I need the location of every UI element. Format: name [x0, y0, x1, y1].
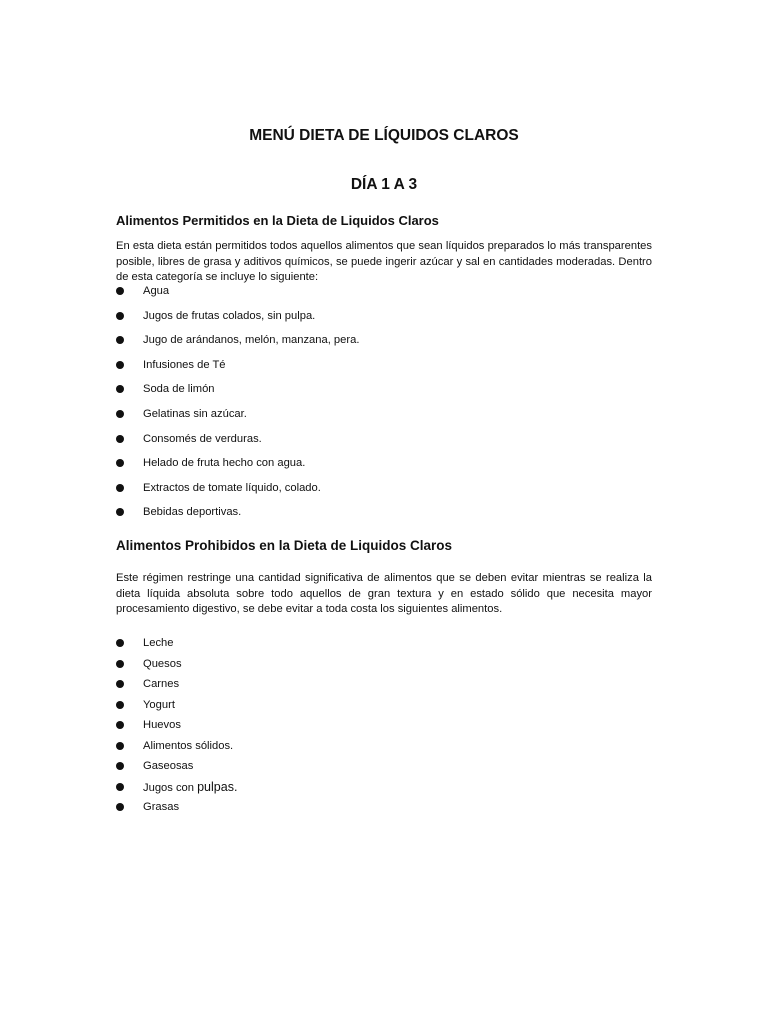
list-item-text: Grasas: [143, 801, 180, 813]
bullet-icon: [116, 762, 124, 770]
bullet-icon: [116, 660, 124, 668]
section-allowed-heading: Alimentos Permitidos en la Dieta de Liquidos Claros: [116, 213, 439, 228]
document-title: MENÚ DIETA DE LÍQUIDOS CLAROS: [249, 127, 519, 144]
bullet-icon: [116, 742, 124, 750]
list-item-text: Agua: [143, 285, 170, 297]
list-item-text: Jugo de arándanos, melón, manzana, pera.: [143, 334, 360, 347]
bullet-icon: [116, 385, 124, 393]
bullet-icon: [116, 312, 124, 320]
bullet-icon: [116, 803, 124, 811]
bullet-icon: [116, 639, 124, 647]
list-item-text: Gaseosas: [143, 760, 194, 772]
bullet-icon: [116, 783, 124, 791]
section-forbidden-paragraph: Este régimen restringe una cantidad significativa de alimentos que se deben evitar mientras se realiza la dieta líquida absoluta sobre todo aquellos de gran textura y en estado sólido que necesita mayor procesamiento digestivo, se debe evitar a toda costa los siguientes alimentos.: [116, 572, 652, 615]
section-allowed-paragraph: En esta dieta están permitidos todos aquellos alimentos que sean líquidos preparados lo más transparentes posible, libres de grasa y aditivos químicos, se puede ingerir azúcar y sal en cantidades moderadas. Dentro de esta categoría se incluye lo siguiente:: [116, 240, 652, 283]
bullet-icon: [116, 459, 124, 467]
list-item-text: Alimentos sólidos.: [143, 739, 234, 752]
section-forbidden-heading: Alimentos Prohibidos en la Dieta de Liquidos Claros: [116, 538, 453, 553]
list-item-text: Infusiones de Té: [143, 358, 226, 371]
bullet-icon: [116, 410, 124, 418]
list-item-text-main: Jugos con: [143, 781, 194, 794]
list-item-text: Leche: [143, 637, 174, 649]
document-subtitle: DÍA 1 A 3: [350, 176, 418, 193]
bullet-icon: [116, 361, 124, 369]
list-item-text: [143, 780, 237, 796]
list-item-text: Soda de limón: [143, 383, 215, 396]
list-item-text: Carnes: [143, 678, 180, 690]
list-item-text: Quesos: [143, 657, 182, 670]
bullet-icon: [116, 484, 124, 492]
bullet-icon: [116, 336, 124, 344]
bullet-icon: [116, 701, 124, 709]
bullet-icon: [116, 721, 124, 729]
bullet-icon: [116, 287, 124, 295]
list-item-text: Huevos: [143, 719, 181, 731]
list-item-text: Extractos de tomate líquido, colado.: [143, 481, 321, 494]
list-item-text: Gelatinas sin azúcar.: [143, 407, 247, 420]
list-item-text: Helado de fruta hecho con agua.: [143, 457, 306, 470]
list-item-text: Bebidas deportivas.: [143, 506, 242, 519]
bullet-icon: [116, 435, 124, 443]
bullet-icon: [116, 508, 124, 516]
list-item-text: Jugos de frutas colados, sin pulpa.: [143, 309, 316, 322]
list-item-text: Yogurt: [143, 698, 175, 711]
list-item-text: Consomés de verduras.: [143, 432, 262, 445]
bullet-icon: [116, 680, 124, 688]
list-item-text-emphasis: pulpas.: [197, 779, 238, 794]
